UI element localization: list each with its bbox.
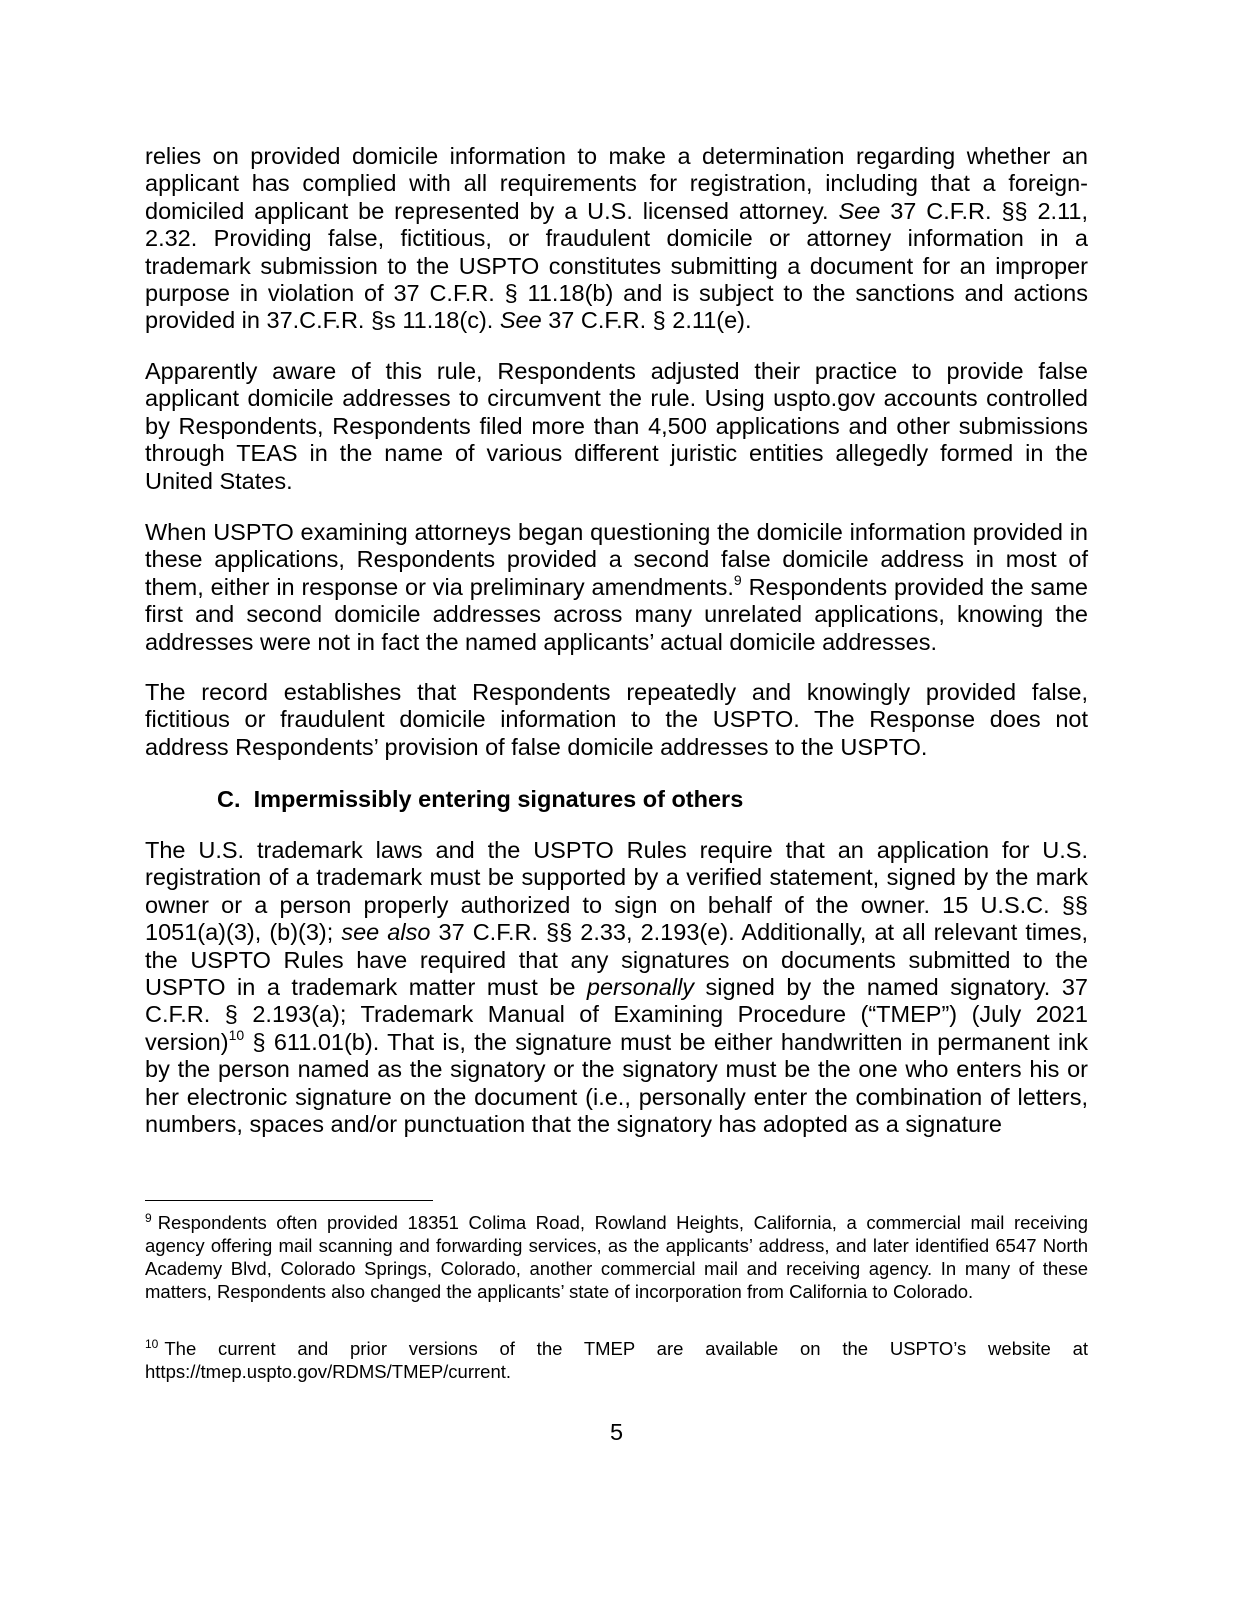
paragraph-text-segment: 37 C.F.R. §§ 2.11, 2.32. Providing false, fictitious, or fraudulent domicile or attorney information in a trademark submission to the USPTO constitutes submitting a document for an improper purpose in violation of 37 C.F.R. § 11.18(b) and is subject to the sanctions and actions provided in 37.C.F.R. §s 11.18(c). — [145, 197, 1089, 334]
paragraph-text-segment: The record establishes that Respondents repeatedly and knowingly provided false, fictitious or fraudulent domicile information to the USPTO. The Response does not address Respondents’ provision of false domicile addresses to the USPTO. — [145, 679, 1088, 760]
section-heading-text: Impermissibly entering signatures of others — [253, 786, 744, 812]
paragraph-text-segment: See — [499, 307, 542, 334]
paragraph-text-segment: 37 C.F.R. § 2.11(e). — [541, 307, 752, 334]
paragraph-adjusted-practice — [145, 358, 1088, 495]
footnote-10-mark: 10 — [145, 1336, 159, 1351]
section-heading-label: C. — [217, 786, 241, 812]
paragraph-text-segment: see also — [341, 919, 431, 946]
footnote-9 — [145, 1211, 1088, 1303]
footnote-10-text: The current and prior versions of the TMEP are available on the USPTO’s website at https://tmep.uspto.gov/RDMS/TMEP/current. — [145, 1338, 1088, 1382]
paragraph-text-segment: Respondents provided the same first and second domicile addresses across many unrelated applications, knowing the addresses were not in fact the named applicants’ actual domicile addresses. — [145, 573, 1088, 655]
paragraph-text-segment: signed by the named signatory. 37 C.F.R. § 2.193(a); Trademark Manual of Examining Procedure (“TMEP”) (July 2021 version) — [145, 974, 1088, 1055]
footnote-separator — [145, 1200, 433, 1201]
footnote-9-mark: 9 — [145, 1210, 152, 1225]
paragraph-text-segment: personally — [586, 974, 695, 1001]
paragraph-signature-rules — [145, 837, 1088, 1138]
footnote-reference: 9 — [733, 571, 742, 588]
paragraph-text-segment: Apparently aware of this rule, Respondents adjusted their practice to provide false applicant domicile addresses to circumvent the rule. Using uspto.gov accounts controlled by Respondents, Respondents filed more than 4,500 applications and other submissions through TEAS in the name of various different juristic entities allegedly formed in the United States. — [145, 358, 1088, 494]
paragraph-second-false-address — [145, 519, 1088, 656]
paragraph-record-establishes — [145, 679, 1088, 761]
paragraph-domicile-requirement — [145, 143, 1088, 335]
footnote-reference: 10 — [228, 1027, 245, 1044]
paragraph-text-segment: relies on provided domicile information to make a determination regarding whether an applicant has complied with all requirements for registration, including that a foreign-domiciled applicant be represented by a U.S. licensed attorney. — [145, 143, 1088, 224]
paragraph-text-segment: 37 C.F.R. §§ 2.33, 2.193(e). Additionally, at all relevant times, the USPTO Rules have required that any signatures on documents submitted to the USPTO in a trademark matter must be — [145, 919, 1089, 1001]
section-heading — [217, 786, 743, 813]
paragraph-text-segment: See — [838, 197, 881, 224]
page-number: 5 — [609, 1419, 624, 1445]
paragraph-text-segment: When USPTO examining attorneys began questioning the domicile information provided in these applications, Respondents provided a second false domicile address in most of them, either in response or via preliminary amendments. — [145, 519, 1088, 600]
paragraph-text-segment: The U.S. trademark laws and the USPTO Rules require that an application for U.S. registration of a trademark must be supported by a verified statement, signed by the mark owner or a person properly authorized to sign on behalf of the owner. 15 U.S.C. §§ 1051(a)(3), (b)(3); — [145, 837, 1088, 946]
footnote-10 — [145, 1337, 1088, 1383]
footnote-9-text: Respondents often provided 18351 Colima Road, Rowland Heights, California, a commercial mail receiving agency offering mail scanning and forwarding services, as the applicants’ address, and later identified 6547 North Academy Blvd, Colorado Springs, Colorado, another commercial mail and receiving agency. In many of these matters, Respondents also changed the applicants’ state of incorporation from California to Colorado. — [145, 1212, 1088, 1302]
paragraph-text-segment: § 611.01(b). That is, the signature must be either handwritten in permanent ink by the person named as the signatory or the signatory must be the one who enters his or her electronic signature on the document (i.e., personally enter the combination of letters, numbers, spaces and/or punctuation that the signatory has adopted as a signature — [145, 1028, 1088, 1138]
